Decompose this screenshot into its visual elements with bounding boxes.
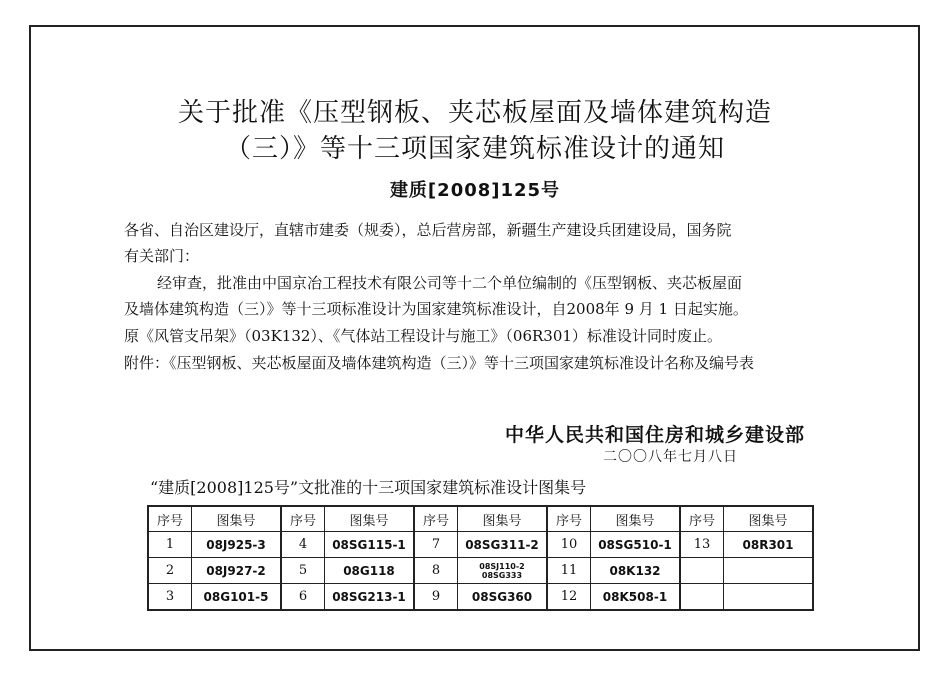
atlas-code-cell: 08K132 xyxy=(591,558,681,584)
seq-cell: 13 xyxy=(680,532,724,558)
atlas-code-cell: 08SG115-1 xyxy=(325,532,415,558)
atlas-code-cell: 08SG360 xyxy=(458,584,548,611)
atlas-code-cell: 08G101-5 xyxy=(192,584,282,611)
seq-cell: 1 xyxy=(148,532,192,558)
header-code: 图集号 xyxy=(458,506,548,532)
seq-cell: 4 xyxy=(281,532,325,558)
seq-cell: 7 xyxy=(414,532,458,558)
seq-cell: 10 xyxy=(547,532,591,558)
atlas-code-cell: 08SJ110-2 08SG333 xyxy=(458,558,548,584)
body-line-1: 各省、自治区建设厅，直辖市建委（规委），总后营房部，新疆生产建设兵团建设局，国务院 xyxy=(124,221,732,239)
table-row xyxy=(148,532,813,558)
notice-title-line2: （三）》等十三项国家建筑标准设计的通知 xyxy=(224,134,725,164)
header-code: 图集号 xyxy=(591,506,681,532)
atlas-code-cell: 08SG311-2 xyxy=(458,532,548,558)
seq-cell: 12 xyxy=(547,584,591,611)
atlas-code-cell: 08K508-1 xyxy=(591,584,681,611)
document-number: 建质[2008]125号 xyxy=(389,180,561,201)
header-seq: 序号 xyxy=(547,506,591,532)
header-code: 图集号 xyxy=(325,506,415,532)
attachment-line: 附件：《压型钢板、夹芯板屋面及墙体建筑构造（三）》等十三项国家建筑标准设计名称及编号表 xyxy=(124,354,755,372)
body-line-3: 经审查，批准由中国京冶工程技术有限公司等十二个单位编制的《压型钢板、夹芯板屋面 xyxy=(157,274,743,292)
issuer: 中华人民共和国住房和城乡建设部 xyxy=(505,424,806,446)
notice-title-line1: 关于批准《压型钢板、夹芯板屋面及墙体建筑构造 xyxy=(177,98,772,128)
atlas-code-cell: 08J927-2 xyxy=(192,558,282,584)
header-seq: 序号 xyxy=(680,506,724,532)
header-seq: 序号 xyxy=(414,506,458,532)
seq-cell xyxy=(680,558,724,584)
atlas-table xyxy=(147,505,814,611)
body-line-4: 及墙体建筑构造（三）》等十三项标准设计为国家建筑标准设计，自2008年 9 月 1 日起实施。 xyxy=(124,300,748,318)
atlas-code-cell xyxy=(724,584,814,611)
header-seq: 序号 xyxy=(281,506,325,532)
header-code: 图集号 xyxy=(192,506,282,532)
atlas-code-cell xyxy=(724,558,814,584)
atlas-code-cell: 08SG213-1 xyxy=(325,584,415,611)
atlas-code-cell: 08J925-3 xyxy=(192,532,282,558)
seq-cell xyxy=(680,584,724,611)
table-row xyxy=(148,584,813,611)
atlas-code-cell: 08G118 xyxy=(325,558,415,584)
seq-cell: 6 xyxy=(281,584,325,611)
table-caption: “建质[2008]125号”文批准的十三项国家建筑标准设计图集号 xyxy=(150,478,587,497)
table-header-row xyxy=(148,506,813,532)
table-row xyxy=(148,558,813,584)
atlas-code-cell: 08R301 xyxy=(724,532,814,558)
seq-cell: 9 xyxy=(414,584,458,611)
seq-cell: 5 xyxy=(281,558,325,584)
body-line-5: 原《风管支吊架》（03K132）、《气体站工程设计与施工》（06R301）标准设计同时废止。 xyxy=(124,327,722,345)
seq-cell: 3 xyxy=(148,584,192,611)
body-line-2: 有关部门： xyxy=(124,247,200,265)
seq-cell: 8 xyxy=(414,558,458,584)
issue-date: 二〇〇八年七月八日 xyxy=(603,449,738,465)
atlas-code-cell: 08SG510-1 xyxy=(591,532,681,558)
header-code: 图集号 xyxy=(724,506,814,532)
header-seq: 序号 xyxy=(148,506,192,532)
seq-cell: 11 xyxy=(547,558,591,584)
seq-cell: 2 xyxy=(148,558,192,584)
